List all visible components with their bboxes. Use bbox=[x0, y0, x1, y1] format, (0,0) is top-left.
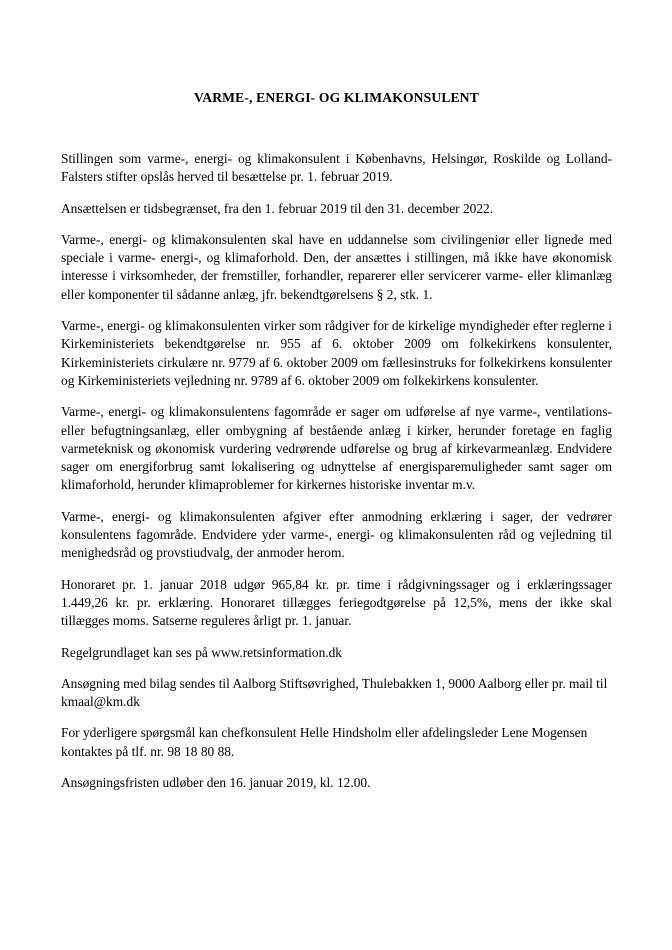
paragraph-regulations: Varme-, energi- og klimakonsulenten virker som rådgiver for de kirkelige myndigheder efter reglerne i Kirkeministeriets bekendtgørelse nr. 955 af 6. oktober 2009 om folkekirkens konsulenter, Kirkeministeriets cirkulære nr. 9779 af 6. oktober 2009 om fællesinstruks for folkekirkens konsulenter og Kirkeministeriets vejledning nr. 9789 af 6. oktober 2009 om folkekirkens konsulenter. bbox=[61, 318, 612, 388]
paragraph-application-deadline: Ansøgningsfristen udløber den 16. januar 2019, kl. 12.00. bbox=[61, 775, 371, 791]
paragraph-intro: Stillingen som varme-, energi- og klimakonsulent i Københavns, Helsingør, Roskilde og Lolland-Falsters stifter opslås herved til besættelse pr. 1. februar 2019. bbox=[61, 151, 612, 185]
page-title: VARME-, ENERGI- OG KLIMAKONSULENT bbox=[194, 90, 479, 105]
paragraph-employment-period: Ansættelsen er tidsbegrænset, fra den 1. februar 2019 til den 31. december 2022. bbox=[61, 200, 494, 216]
document-body bbox=[61, 0, 612, 792]
paragraph-scope-of-work: Varme-, energi- og klimakonsulentens fagområde er sager om udførelse af nye varme-, ventilations- eller befugtningsanlæg, eller ombygning af bestående anlæg i kirker, herunder foretage en faglig varmeteknisk og økonomisk vurdering vedrørende udførelse og brug af kirkevarmeanlæg. Endvidere sager om energiforbrug samt lokalisering og udnyttelse af energisparemuligheder samt sager om klimaforhold, herunder klimaproblemer for kirkernes historiske inventar m.v. bbox=[61, 404, 612, 493]
paragraph-legal-basis-website: Regelgrundlaget kan ses på www.retsinformation.dk bbox=[61, 644, 343, 660]
paragraph-qualifications: Varme-, energi- og klimakonsulenten skal have en uddannelse som civilingeniør eller lignede med speciale i varme- energi-, og klimaforhold. Den, der ansættes i stillingen, må ikke have økonomisk interesse i virksomheder, der fremstiller, forhandler, reparerer eller servicerer varme- eller klimanlæg eller komponenter til sådanne anlæg, jfr. bekendtgørelsens § 2, stk. 1. bbox=[61, 231, 612, 302]
paragraph-application-address: Ansøgning med bilag sendes til Aalborg Stiftsøvrighed, Thulebakken 1, 9000 Aalborg eller pr. mail til kmaal@km.dk bbox=[61, 675, 608, 710]
paragraph-advisory-duties: Varme-, energi- og klimakonsulenten afgiver efter anmodning erklæring i sager, der vedrører konsulentens fagområde. Endvidere yder varme-, energi- og klimakonsulenten råd og vejledning til menighedsråd og provstiudvalg, der anmoder herom. bbox=[61, 508, 612, 561]
paragraph-honorarium: Honoraret pr. 1. januar 2018 udgør 965,84 kr. pr. time i rådgivningssager og i erklæringssager 1.449,26 kr. pr. erklæring. Honoraret tillægges feriegodtgørelse på 12,5%, mens der ikke skal tillægges moms. Satserne reguleres årligt pr. 1. januar. bbox=[61, 576, 612, 629]
paragraph-contact-persons: For yderligere spørgsmål kan chefkonsulent Helle Hindsholm eller afdelingsleder Lene Mogensen kontaktes på tlf. nr. 98 18 80 88. bbox=[61, 725, 588, 759]
